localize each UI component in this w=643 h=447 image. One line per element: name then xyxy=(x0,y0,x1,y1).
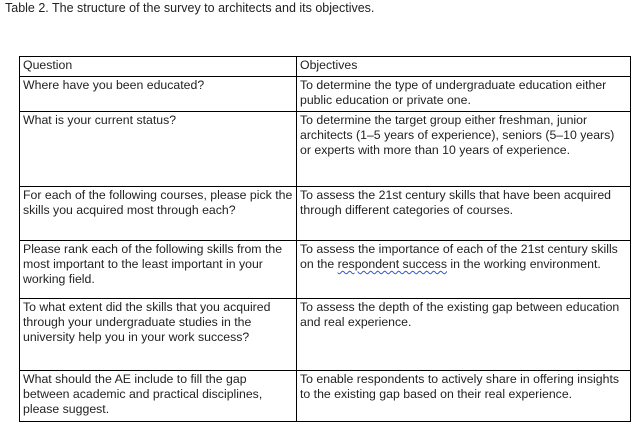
question-cell: Where have you been educated? xyxy=(20,77,297,112)
header-question: Question xyxy=(20,57,297,77)
header-objectives: Objectives xyxy=(297,57,631,77)
objective-cell: To determine the type of undergraduate education either public education or private one. xyxy=(297,77,631,112)
objective-text-end: in the working environment. xyxy=(446,257,601,271)
question-cell: To what extent did the skills that you acquired through your undergraduate studies in the university help you in your work success? xyxy=(20,299,297,371)
objective-cell xyxy=(297,241,631,299)
table-header-row xyxy=(20,57,631,77)
question-cell: What should the AE include to fill the gap between academic and practical disciplines, please suggest. xyxy=(20,371,297,422)
table-row xyxy=(20,241,631,299)
table-caption: Table 2. The structure of the survey to architects and its objectives. xyxy=(5,1,375,15)
objective-text-start: To assess the importance of each of the 21st century skills on the xyxy=(300,242,618,271)
objective-cell: To assess the depth of the existing gap between education and real experience. xyxy=(297,299,631,371)
question-cell: For each of the following courses, please pick the skills you acquired most through each? xyxy=(20,187,297,241)
table-row xyxy=(20,112,631,187)
table-row xyxy=(20,77,631,112)
table-row xyxy=(20,371,631,422)
question-cell: What is your current status? xyxy=(20,112,297,187)
survey-table xyxy=(19,56,631,422)
objective-cell: To enable respondents to actively share in offering insights to the existing gap based on their real experience. xyxy=(297,371,631,422)
table-row xyxy=(20,187,631,241)
question-cell: Please rank each of the following skills from the most important to the least important in your working field. xyxy=(20,241,297,299)
objective-cell: To assess the 21st century skills that have been acquired through different categories of courses. xyxy=(297,187,631,241)
spellcheck-marked-text: respondent success xyxy=(337,257,447,271)
objective-cell: To determine the target group either freshman, junior architects (1–5 years of experience), seniors (5–10 years) or experts with more than 10 years of experience. xyxy=(297,112,631,187)
table-row xyxy=(20,299,631,371)
